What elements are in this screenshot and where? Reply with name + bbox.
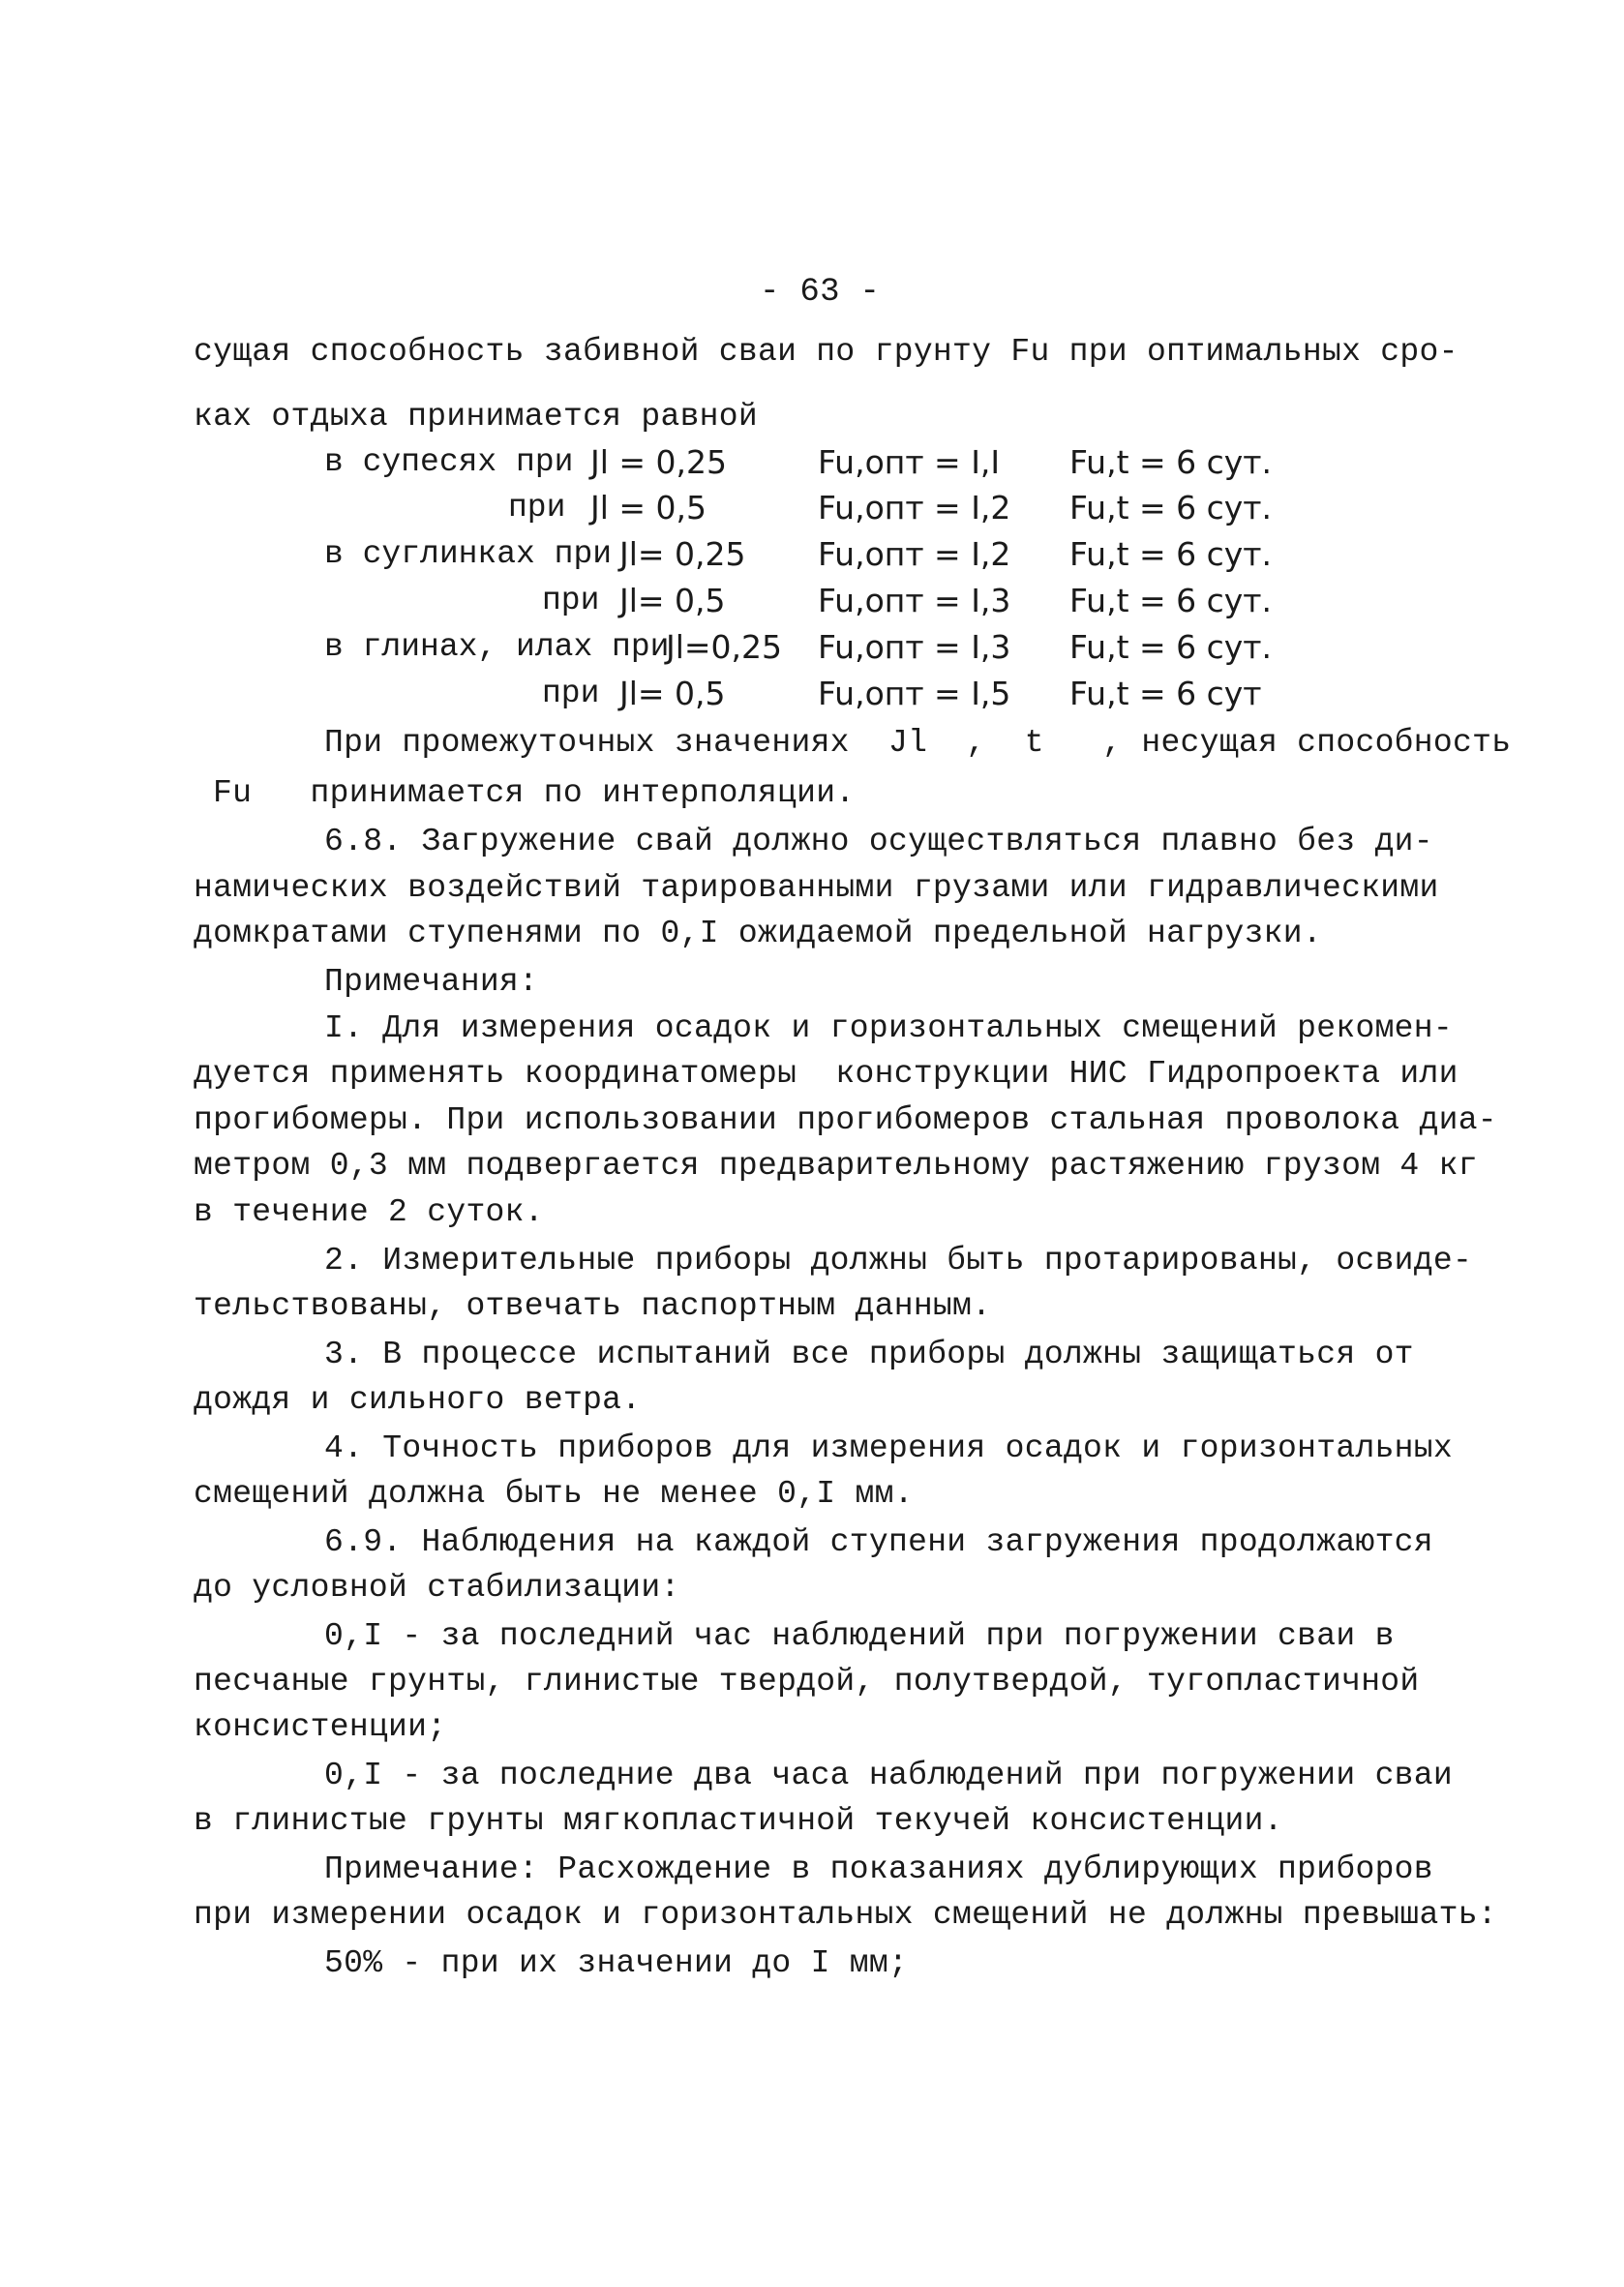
text-line: метром 0,3 мм подвергается предварительному растяжению грузом 4 кг (194, 1148, 1478, 1184)
text-line: в глинистые грунты мягкопластичной текучей консистенции. (194, 1803, 1283, 1839)
jl-value: Jl = 0,5 (590, 489, 707, 527)
fu-opt-value: Fu,опт = I,3 (818, 582, 1011, 619)
intro-line: сущая способность забивной сваи по грунту Fu при оптимальных сро- (194, 334, 1459, 370)
row-label: при (542, 583, 600, 618)
fu-t-value: Fu,t = 6 сут. (1069, 489, 1273, 527)
row-label: в глинах, илах при (324, 629, 670, 665)
text-line: 0,I - за последний час наблюдений при погружении сваи в (324, 1618, 1395, 1654)
text-line: 0,I - за последние два часа наблюдений при погружении сваи (324, 1758, 1453, 1793)
fu-t-value: Fu,t = 6 сут. (1069, 443, 1273, 481)
text-line: Fu принимается по интерполяции. (213, 775, 856, 811)
page-number: - 63 - (760, 274, 881, 311)
text-line: тельствованы, отвечать паспортным данным. (194, 1288, 992, 1324)
text-line: песчаные грунты, глинистые твердой, полутвердой, тугопластичной (194, 1664, 1420, 1700)
row-label: в суглинках при (324, 536, 613, 572)
text-line: в течение 2 суток. (194, 1194, 544, 1230)
text-line: 6.8. Загружение свай должно осуществляться плавно без ди- (324, 824, 1433, 859)
jl-value: Jl=0,25 (666, 628, 783, 666)
text-line: смещений должна быть не менее 0,I мм. (194, 1476, 914, 1512)
fu-opt-value: Fu,опт = I,2 (818, 535, 1011, 573)
fu-opt-value: Fu,опт = I,2 (818, 489, 1011, 527)
jl-value: Jl = 0,25 (590, 443, 728, 481)
intro-line: ках отдыха принимается равной (194, 399, 758, 435)
text-line: Примечания: (324, 964, 539, 1000)
text-line: дуется применять координатомеры конструкции НИС Гидропроекта или (194, 1056, 1459, 1092)
text-line: домкратами ступенями по 0,I ожидаемой предельной нагрузки. (194, 916, 1322, 951)
jl-value: Jl= 0,5 (619, 582, 726, 619)
text-line: 3. В процессе испытаний все приборы должны защищаться от (324, 1337, 1414, 1372)
text-line: дождя и сильного ветра. (194, 1382, 642, 1418)
text-line: при измерении осадок и горизонтальных смещений не должны превышать: (194, 1897, 1497, 1933)
text-line: прогибомеры. При использовании прогибомеров стальная проволока диа- (194, 1102, 1497, 1138)
text-line: 6.9. Наблюдения на каждой ступени загружения продолжаются (324, 1524, 1433, 1560)
fu-t-value: Fu,t = 6 сут. (1069, 582, 1273, 619)
fu-t-value: Fu,t = 6 сут (1069, 675, 1262, 712)
jl-value: Jl= 0,25 (619, 535, 746, 573)
text-line: 50% - при их значении до I мм; (324, 1945, 909, 1981)
text-line: консистенции; (194, 1709, 447, 1745)
text-line: 2. Измерительные приборы должны быть протарированы, освиде- (324, 1243, 1473, 1279)
row-label: при (508, 490, 566, 526)
row-label: при (542, 676, 600, 711)
text-line: до условной стабилизации: (194, 1570, 680, 1606)
fu-opt-value: Fu,опт = I,3 (818, 628, 1011, 666)
text-line: При промежуточных значениях Jl , t , несущая способность (324, 725, 1512, 761)
fu-opt-value: Fu,опт = I,I (818, 443, 1001, 481)
fu-t-value: Fu,t = 6 сут. (1069, 535, 1273, 573)
text-line: I. Для измерения осадок и горизонтальных смещений рекомен- (324, 1010, 1453, 1046)
fu-t-value: Fu,t = 6 сут. (1069, 628, 1273, 666)
row-label: в супесях при (324, 444, 574, 480)
text-line: намических воздействий тарированными грузами или гидравлическими (194, 870, 1439, 906)
text-line: Примечание: Расхождение в показаниях дублирующих приборов (324, 1851, 1433, 1887)
text-line: 4. Точность приборов для измерения осадок и горизонтальных (324, 1430, 1453, 1466)
fu-opt-value: Fu,опт = I,5 (818, 675, 1011, 712)
jl-value: Jl= 0,5 (619, 675, 726, 712)
